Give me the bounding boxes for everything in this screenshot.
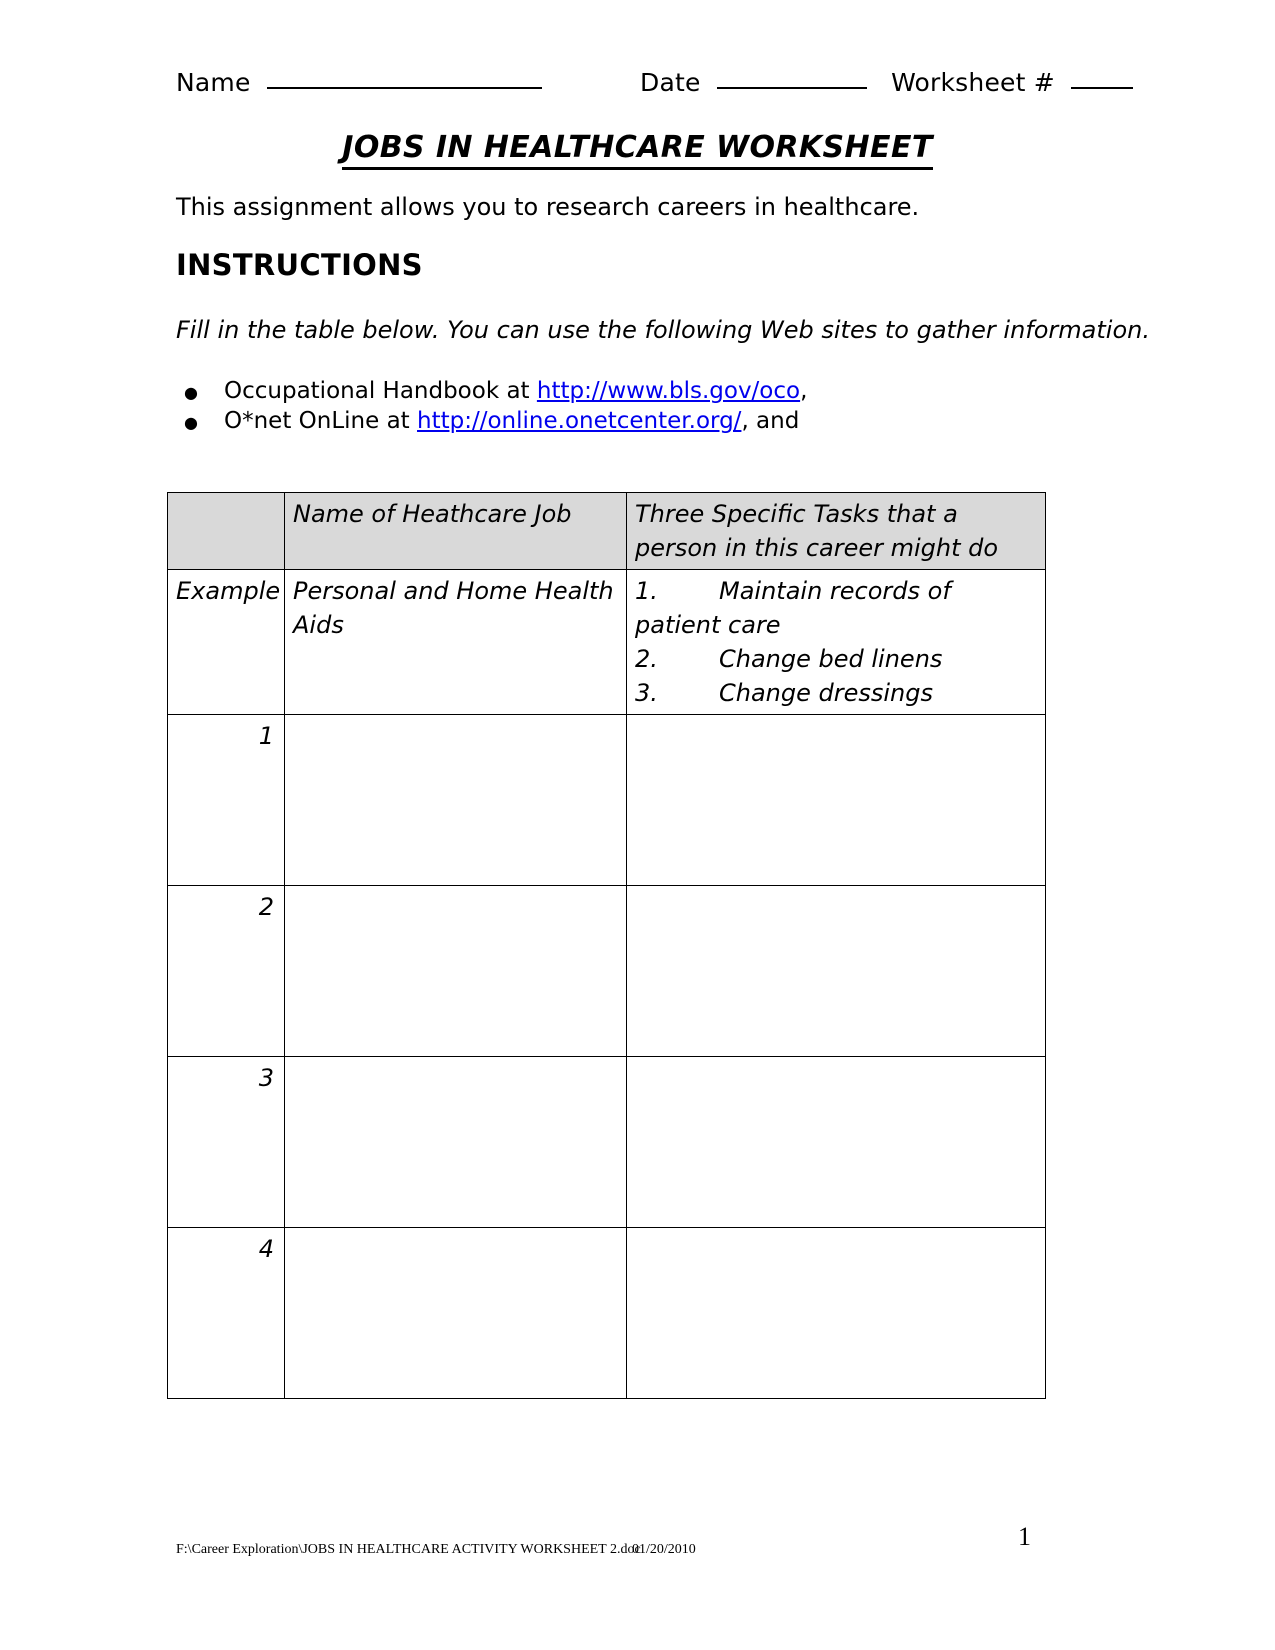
task-item <box>635 574 1037 642</box>
task-number: 3. <box>635 679 658 707</box>
row-tasks-4[interactable] <box>627 1228 1046 1399</box>
careers-table <box>167 492 1046 1399</box>
instructions-heading: INSTRUCTIONS <box>176 248 423 282</box>
list-item <box>176 407 1056 437</box>
worksheet-number-label: Worksheet # <box>891 68 1055 97</box>
task-item <box>635 676 1037 710</box>
list-item <box>176 377 1056 407</box>
resource-line <box>224 377 807 406</box>
footer-file-path: F:\Career Exploration\JOBS IN HEALTHCARE ACTIVITY WORKSHEET 2.doc <box>176 1542 641 1557</box>
row-tasks-3[interactable] <box>627 1057 1046 1228</box>
resource-suffix: , and <box>741 408 800 434</box>
row-job-4[interactable] <box>285 1228 627 1399</box>
table-header-row <box>168 493 1046 570</box>
table-row <box>168 1228 1046 1399</box>
table-row <box>168 1057 1046 1228</box>
row-tasks-1[interactable] <box>627 715 1046 886</box>
resource-prefix: Occupational Handbook at <box>224 378 537 404</box>
resource-line <box>224 407 799 436</box>
row-tasks-2[interactable] <box>627 886 1046 1057</box>
row-job-2[interactable] <box>285 886 627 1057</box>
row-index-3: 3 <box>168 1057 285 1228</box>
table-row <box>168 886 1046 1057</box>
page-title-text: JOBS IN HEALTHCARE WORKSHEET <box>342 130 932 170</box>
row-index-4: 4 <box>168 1228 285 1399</box>
column-header-tasks: Three Specific Tasks that a person in this career might do <box>627 493 1046 570</box>
task-text: Change dressings <box>719 679 934 707</box>
footer-date: 01/20/2010 <box>632 1542 696 1557</box>
row-tasks-example <box>627 570 1046 715</box>
task-text: Change bed linens <box>719 645 943 673</box>
task-number: 1. <box>635 577 658 605</box>
student-info-line <box>176 68 1056 97</box>
instructions-paragraph: Fill in the table below. You can use the following Web sites to gather information. <box>176 316 1150 344</box>
footer-page-number: 1 <box>1018 1522 1031 1551</box>
resource-list <box>176 377 1056 437</box>
task-item <box>635 642 1037 676</box>
column-header-index <box>168 493 285 570</box>
intro-paragraph: This assignment allows you to research careers in healthcare. <box>176 193 920 221</box>
row-index-1: 1 <box>168 715 285 886</box>
table-row <box>168 715 1046 886</box>
resource-prefix: O*net OnLine at <box>224 408 418 434</box>
resource-suffix: , <box>800 378 808 404</box>
task-text: Maintain records of patient care <box>635 577 951 639</box>
column-header-job: Name of Heathcare Job <box>285 493 627 570</box>
name-blank-field[interactable] <box>267 87 542 89</box>
row-index-2: 2 <box>168 886 285 1057</box>
page-title <box>0 130 1275 165</box>
resource-link[interactable]: http://www.bls.gov/oco <box>536 378 801 404</box>
date-label: Date <box>640 68 701 97</box>
row-index-example: Example <box>168 570 285 715</box>
row-job-1[interactable] <box>285 715 627 886</box>
worksheet-number-blank-field[interactable] <box>1071 87 1133 89</box>
date-blank-field[interactable] <box>717 87 867 89</box>
task-number: 2. <box>635 645 658 673</box>
resource-link[interactable]: http://online.onetcenter.org/ <box>417 408 742 434</box>
name-label: Name <box>176 68 251 97</box>
row-job-3[interactable] <box>285 1057 627 1228</box>
bullet-icon: ● <box>184 383 198 402</box>
table-row <box>168 570 1046 715</box>
row-job-example: Personal and Home Health Aids <box>285 570 627 715</box>
bullet-icon: ● <box>184 413 198 432</box>
